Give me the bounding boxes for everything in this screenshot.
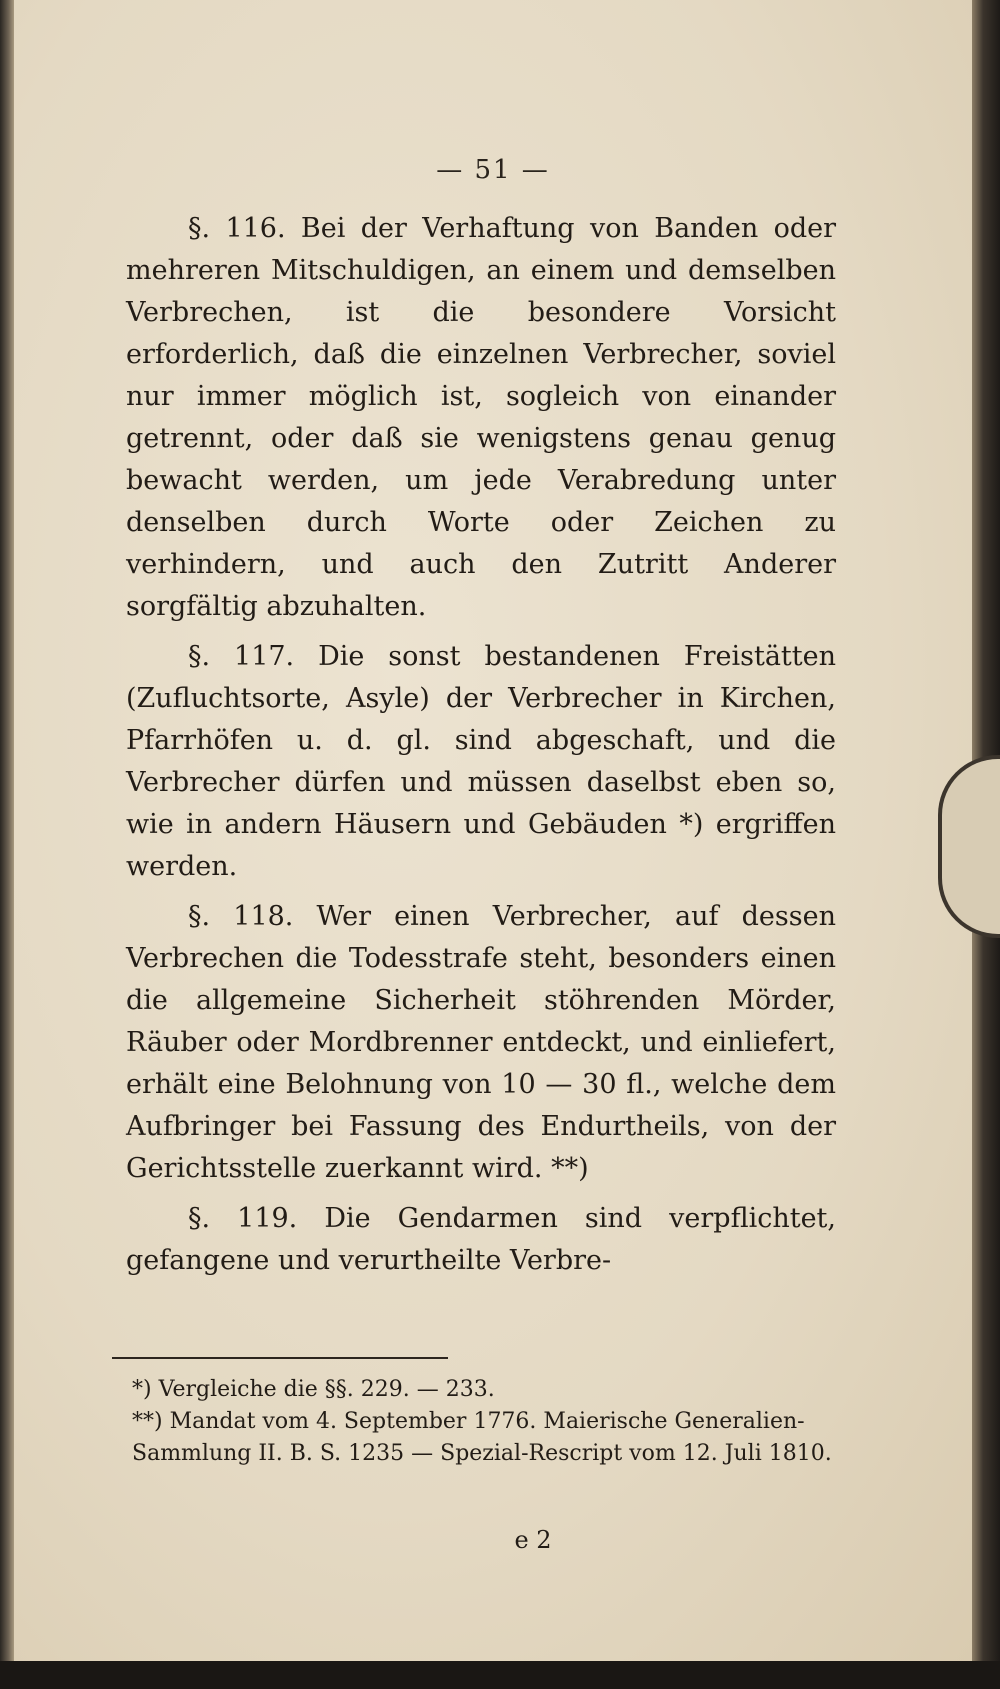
book-spine <box>0 0 14 1689</box>
body-text <box>126 208 836 1290</box>
book-page <box>14 0 974 1662</box>
paragraph-116: §. 116. Bei der Verhaftung von Banden oder mehreren Mitschuldigen, an einem und demselben Verbrechen, ist die besondere Vorsicht erforderlich, daß die einzelnen Verbrecher, soviel nur immer möglich ist, sogleich von einander getrennt, oder daß sie wenigstens genau genug bewacht werden, um jede Verabredung unter denselben durch Worte oder Zeichen zu verhindern, und auch den Zutritt Anderer sorgfältig abzuhalten. <box>126 213 836 622</box>
paragraph-118: §. 118. Wer einen Verbrecher, auf dessen Verbrechen die Todesstrafe steht, besonders einen die allgemeine Sicherheit stöhrenden Mörder, Räuber oder Mordbrenner entdeckt, und einliefert, erhält eine Belohnung von 10 — 30 fl., welche dem Aufbringer bei Fassung des Endurtheils, von der Gerichtsstelle zuerkannt wird. **) <box>126 901 836 1184</box>
paragraph-117: §. 117. Die sonst bestandenen Freistätten (Zufluchtsorte, Asyle) der Verbrecher in Kirchen, Pfarrhöfen u. d. gl. sind abgeschaft, und die Verbrecher dürfen und müssen daselbst eben so, wie in andern Häusern und Gebäuden *) ergriffen werden. <box>126 641 836 882</box>
footnote-1: *) Vergleiche die §§. 229. — 233. <box>132 1377 495 1402</box>
page-number: — 51 — <box>436 155 550 185</box>
footnotes <box>132 1374 832 1470</box>
page-clip <box>938 755 1000 938</box>
footnote-divider <box>112 1357 448 1359</box>
paragraph-119: §. 119. Die Gendarmen sind verpflichtet, gefangene und verurtheilte Verbre- <box>126 1203 836 1276</box>
footnote-2: **) Mandat vom 4. September 1776. Maierische Generalien-Sammlung II. B. S. 1235 — Spezial-Rescript vom 12. Juli 1810. <box>132 1409 832 1466</box>
signature-mark: e 2 <box>514 1526 552 1554</box>
scan-bottom-border <box>0 1661 1000 1689</box>
